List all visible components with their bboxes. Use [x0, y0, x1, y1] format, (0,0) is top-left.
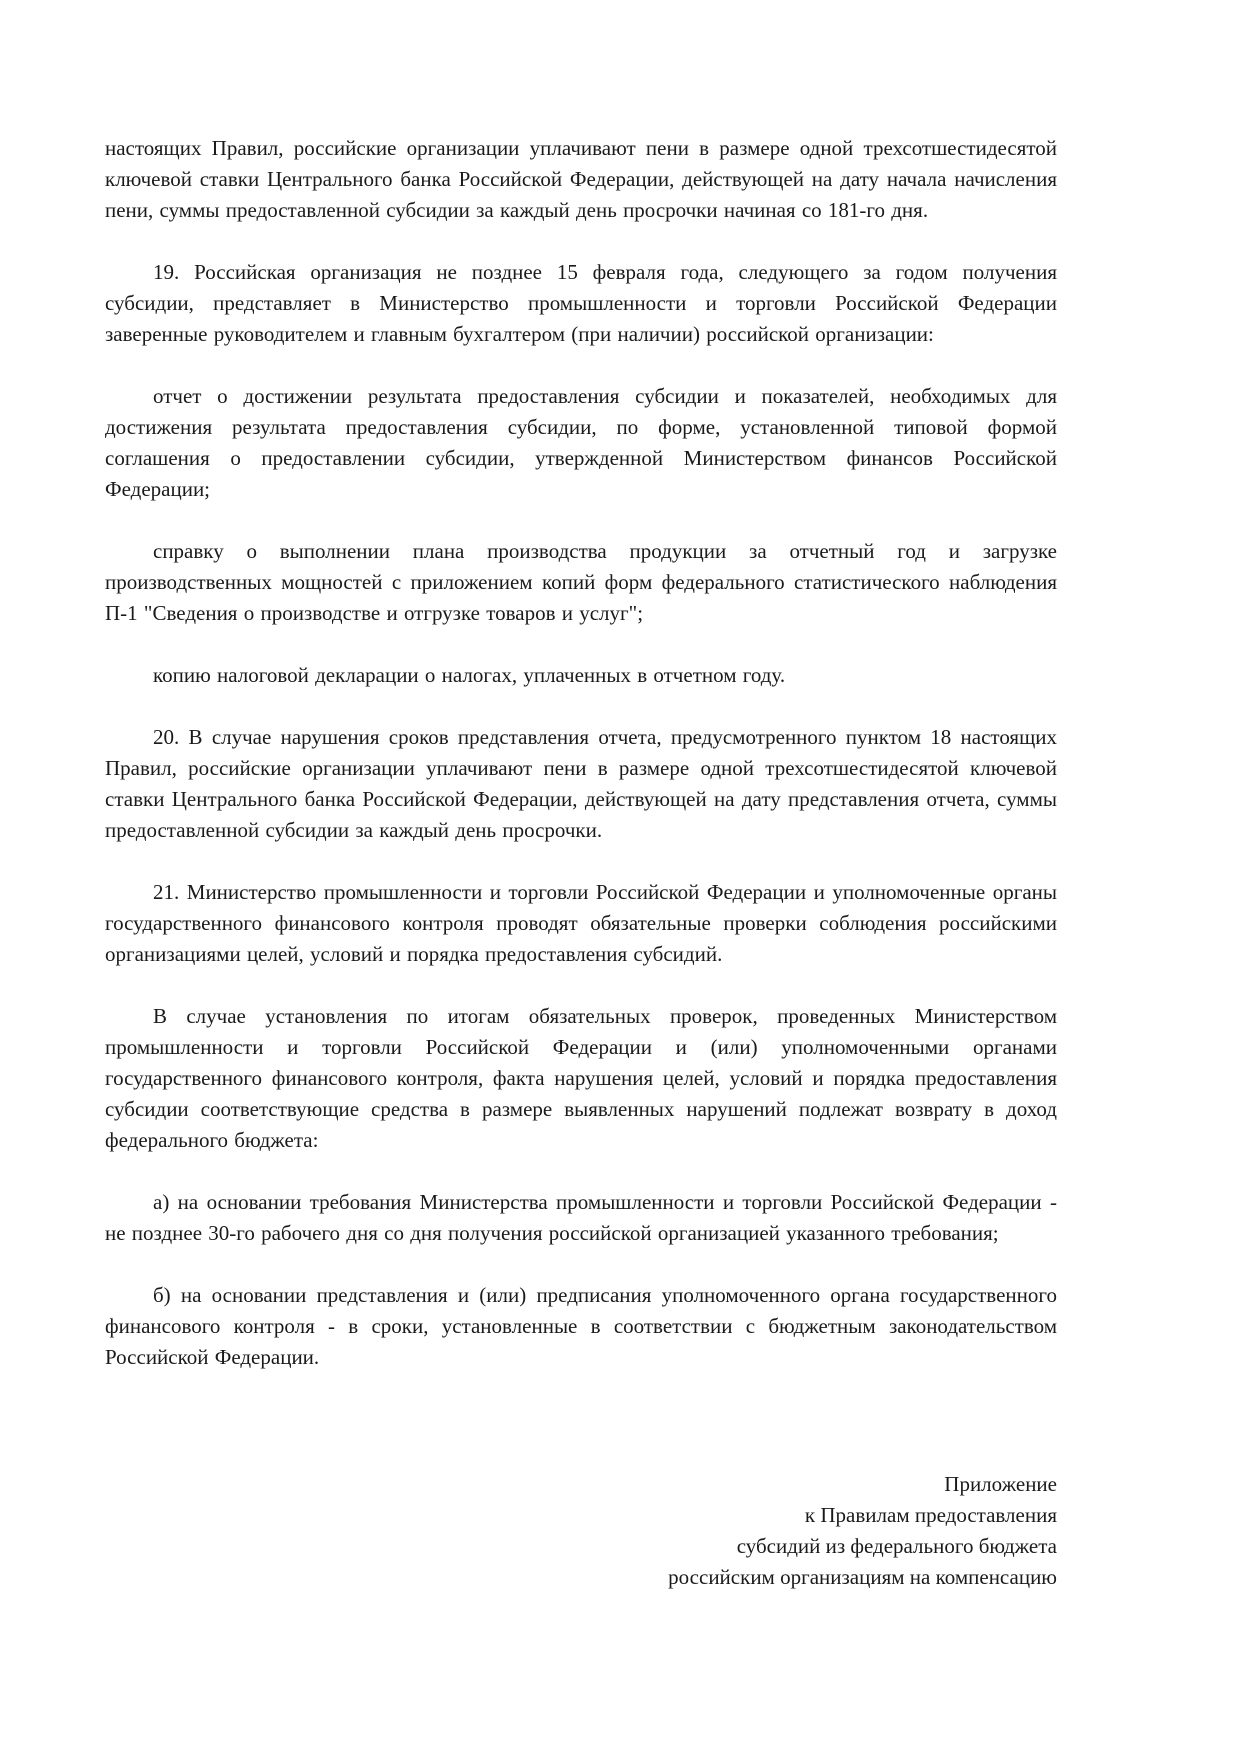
paragraph-subpoint-a: а) на основании требования Министерства промышленности и торговли Российской Федерации - не позднее 30-го рабочего дня со дня получения российской организацией указанного требования; [105, 1190, 1057, 1245]
appendix-line-4: российским организациям на компенсацию [668, 1565, 1057, 1589]
paragraph-point-19: 19. Российская организация не позднее 15 февраля года, следующего за годом получения субсидии, представляет в Министерство промышленности и торговли Российской Федерации заверенные руководителем и главным бухгалтером (при наличии) российской организации: [105, 260, 1057, 346]
paragraph-subpoint-b: б) на основании представления и (или) предписания уполномоченного органа государственного финансового контроля - в сроки, установленные в соответствии с бюджетным законодательством Российской Федерации. [105, 1283, 1057, 1369]
paragraph-report-clause: отчет о достижении результата предоставления субсидии и показателей, необходимых для достижения результата предоставления субсидии, по форме, установленной типовой формой соглашения о предоставлении субсидии, утвержденной Министерством финансов Российской Федерации; [105, 384, 1057, 501]
paragraph-tax-declaration-clause: копию налоговой декларации о налогах, уплаченных в отчетном году. [153, 663, 786, 687]
paragraph-continuation: настоящих Правил, российские организации уплачивают пени в размере одной трехсотшестидесятой ключевой ставки Центрального банка Российской Федерации, действующей на дату начала начисления пени, суммы предоставленной субсидии за каждый день просрочки начиная со 181-го дня. [105, 136, 1057, 222]
paragraph-point-21: 21. Министерство промышленности и торговли Российской Федерации и уполномоченные органы государственного финансового контроля проводят обязательные проверки соблюдения российскими организациями целей, условий и порядка предоставления субсидий. [105, 880, 1057, 966]
appendix-line-3: субсидий из федерального бюджета [736, 1534, 1057, 1558]
paragraph-point-20: 20. В случае нарушения сроков представления отчета, предусмотренного пунктом 18 настоящих Правил, российские организации уплачивают пени в размере одной трехсотшестидесятой ключевой ставки Центрального банка Российской Федерации, действующей на дату представления отчета, суммы предоставленной субсидии за каждый день просрочки. [105, 725, 1057, 842]
appendix-block [105, 1469, 1057, 1593]
paragraph-certificate-clause: справку о выполнении плана производства продукции за отчетный год и загрузке производственных мощностей с приложением копий форм федерального статистического наблюдения П-1 "Сведения о производстве и отгрузке товаров и услуг"; [105, 539, 1057, 625]
appendix-line-1: Приложение [944, 1472, 1057, 1496]
paragraph-violation-clause: В случае установления по итогам обязательных проверок, проведенных Министерством промышленности и торговли Российской Федерации и (или) уполномоченными органами государственного финансового контроля, факта нарушения целей, условий и порядка предоставления субсидии соответствующие средства в размере выявленных нарушений подлежат возврату в доход федерального бюджета: [105, 1004, 1057, 1152]
appendix-line-2: к Правилам предоставления [804, 1503, 1057, 1527]
